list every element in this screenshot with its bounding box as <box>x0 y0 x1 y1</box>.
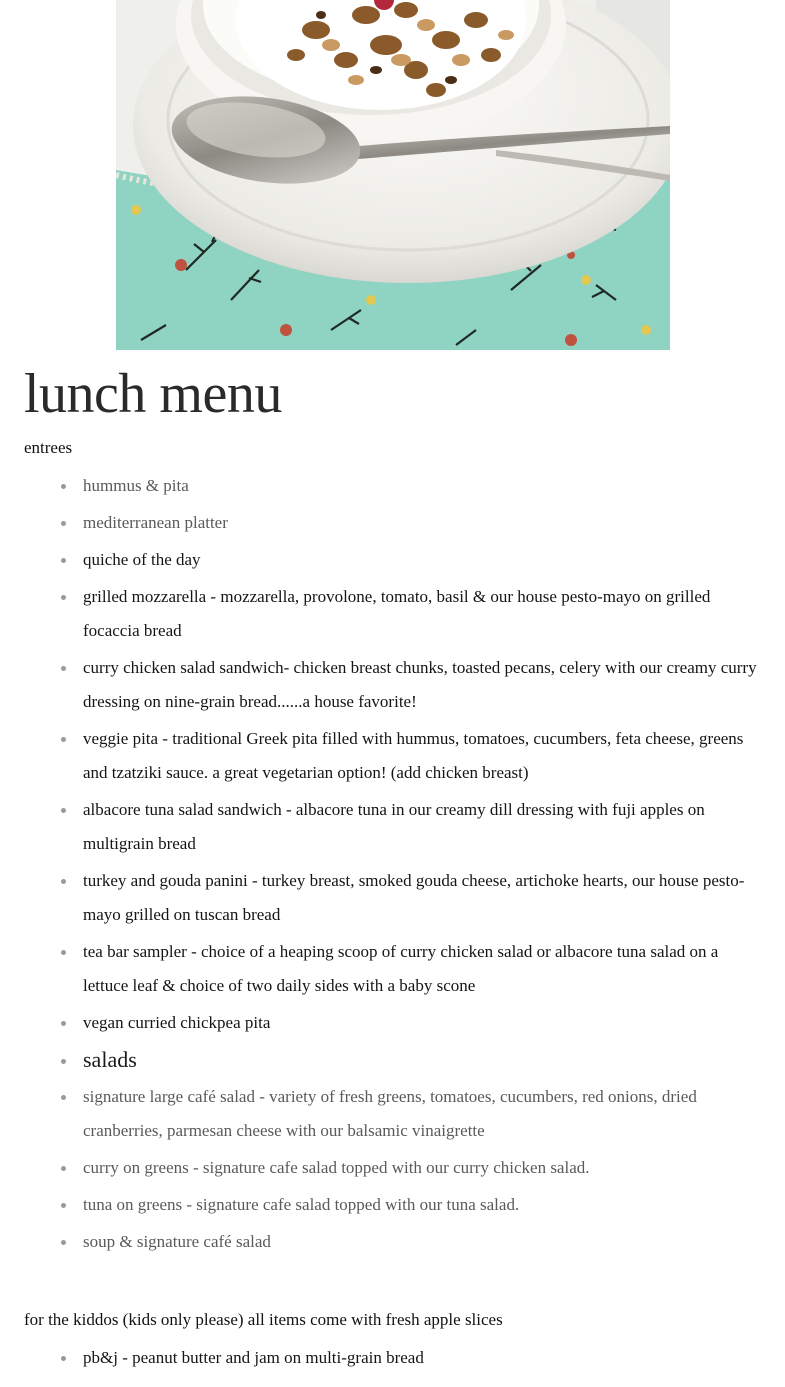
list-item: vegan curried chickpea pita <box>60 1006 760 1040</box>
entrees-list <box>60 469 760 1262</box>
list-item: hummus & pita <box>60 469 760 503</box>
list-item: veggie pita - traditional Greek pita filled with hummus, tomatoes, cucumbers, feta cheese, greens and tzatziki sauce. a great vegetarian option! (add chicken breast) <box>60 722 760 790</box>
list-item: quiche of the day <box>60 543 760 577</box>
page-title: lunch menu <box>24 363 282 425</box>
list-item: tuna on greens - signature cafe salad topped with our tuna salad. <box>60 1188 760 1222</box>
salads-heading: salads <box>60 1043 760 1077</box>
list-item: signature large café salad - variety of fresh greens, tomatoes, cucumbers, red onions, dried cranberries, parmesan cheese with our balsamic vinaigrette <box>60 1080 760 1148</box>
hero-photo <box>116 0 670 350</box>
entrees-label: entrees <box>24 438 73 457</box>
list-item: pb&j - peanut butter and jam on multi-grain bread <box>60 1341 760 1375</box>
kids-label: for the kiddos (kids only please) all items come with fresh apple slices <box>24 1310 503 1329</box>
list-item: tea bar sampler - choice of a heaping scoop of curry chicken salad or albacore tuna salad on a lettuce leaf & choice of two daily sides with a baby scone <box>60 935 760 1003</box>
kids-list <box>60 1341 760 1378</box>
list-item: grilled mozzarella - mozzarella, provolone, tomato, basil & our house pesto-mayo on grilled focaccia bread <box>60 580 760 648</box>
list-item: curry chicken salad sandwich- chicken breast chunks, toasted pecans, celery with our creamy curry dressing on nine-grain bread......a house favorite! <box>60 651 760 719</box>
list-item: turkey and gouda panini - turkey breast, smoked gouda cheese, artichoke hearts, our house pesto-mayo grilled on tuscan bread <box>60 864 760 932</box>
list-item: soup & signature café salad <box>60 1225 760 1259</box>
list-item: albacore tuna salad sandwich - albacore tuna in our creamy dill dressing with fuji apples on multigrain bread <box>60 793 760 861</box>
list-item: curry on greens - signature cafe salad topped with our curry chicken salad. <box>60 1151 760 1185</box>
list-item: mediterranean platter <box>60 506 760 540</box>
